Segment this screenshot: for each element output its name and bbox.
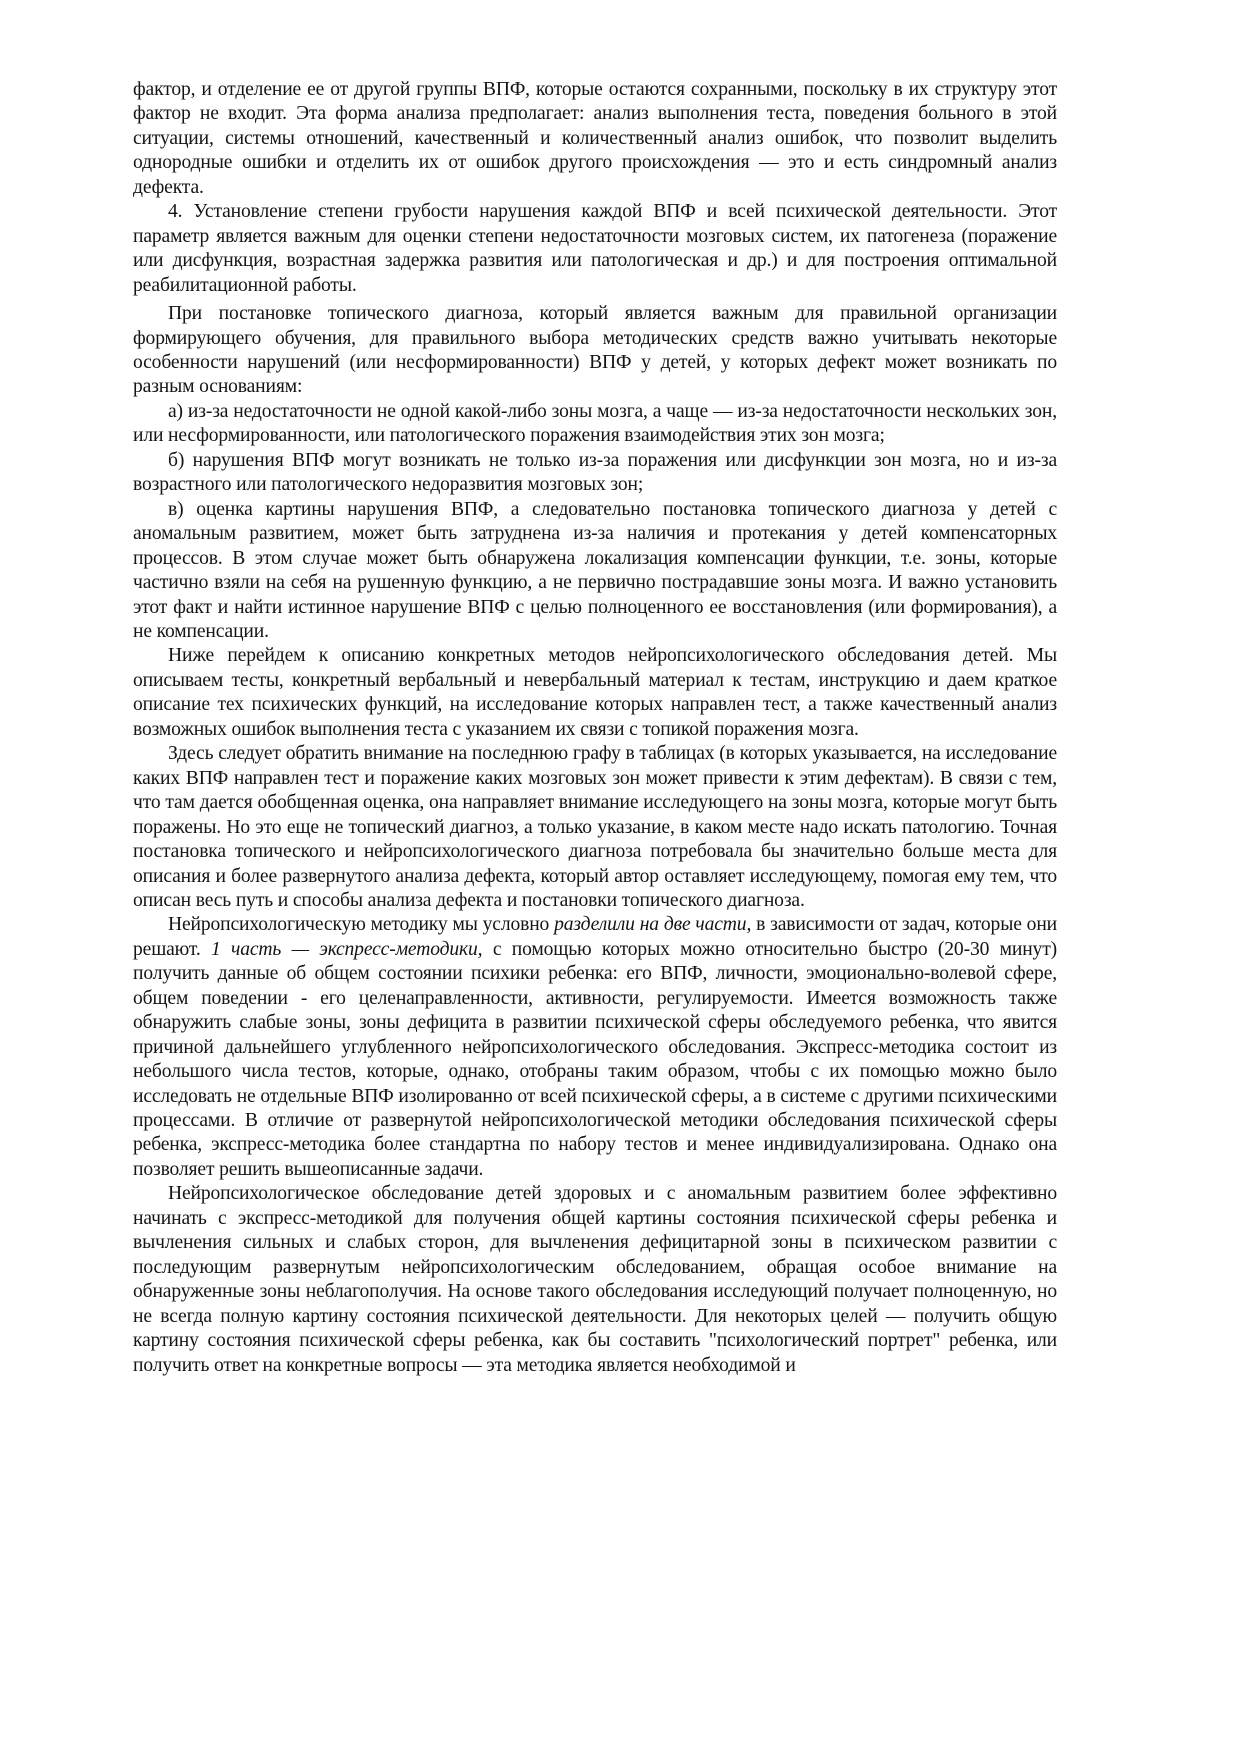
text-segment: Нейропсихологическую методику мы условно [168,914,555,936]
paragraph-topical-diagnosis: При постановке топического диагноза, который является важным для правильной организации формирующего обучения, для правильного выбора методических средств важно учитывать некоторые особенности нарушений (или несформированности) ВПФ у детей, у которых дефект может возникать по разным основаниям: [133,303,1057,398]
list-item-v: в) оценка картины нарушения ВПФ, а следовательно постановка топического диагноза у детей с аномальным развитием, может быть затруднена из-за наличия и протекания у детей компенсаторных процессов. В этом случае может быть обнаружена локализация компенсации функции, т.е. зоны, которые частично взяли на себя на рушенную функцию, а не первично пострадавшие зоны мозга. И важно установить этот факт и найти истинное нарушение ВПФ с целью полноценного ее восстановления (или формирования), а не компенсации. [133,498,1057,642]
text-segment: в зависимости от задач, которые они решают. [133,914,1057,960]
paragraph-syndrome-analysis: фактор, и отделение ее от другой группы ВПФ, которые остаются сохранными, поскольку в их структуру этот фактор не входит. Эта форма анализа предполагает: анализ выполнения теста, поведения больного в этой ситуации, системы отношений, качественный и количественный анализ ошибок, что позволит выделить однородные ошибки и отделить их от ошибок другого происхождения — это и есть синдромный анализ дефекта. [133,79,1057,198]
paragraph-express-method-start: Нейропсихологическое обследование детей здоровых и с аномальным развитием более эффективно начинать с экспресс-методикой для получения общей картины состояния психической сферы ребенка и вычленения сильных и слабых сторон, для вычленения дефицитарной зоны в психическом развитии с последующим развернутым нейропсихологическим обследованием, обращая особое внимание на обнаруженные зоны неблагополучия. На основе такого обследования исследующий получает полноценную, но не всегда полную картину состояния психической деятельности. Для некоторых целей — получить общую картину состояния психической сферы ребенка, как бы составить "психологический портрет" ребенка, или получить ответ на конкретные вопросы — эта методика является необходимой и [133,1183,1057,1376]
list-item-a: а) из-за недостаточности не одной какой-либо зоны мозга, а чаще — из-за недостаточности нескольких зон, или несформированности, или патологического поражения взаимодействия этих зон мозга; [133,400,1057,447]
document-page [133,78,1057,1378]
paragraph-tables-note: Здесь следует обратить внимание на последнюю графу в таблицах (в которых указывается, на исследование каких ВПФ направлен тест и поражение каких мозговых зон может привести к этим дефектам). В связи с тем, что там дается обобщенная оценка, она направляет внимание исследующего на зоны мозга, которые могут быть поражены. Но это еще не топический диагноз, а только указание, в каком месте надо искать патологию. Точная постановка топического и нейропсихологического диагноза потребовала бы значительно больше места для описания и более развернутого анализа дефекта, который автор оставляет исследующему, помогая ему тем, что описан весь путь и способы анализа дефекта и постановки топического диагноза. [133,743,1057,911]
text-segment: с помощью которых можно относительно быстро (20-30 минут) получить данные об общем состоянии психики ребенка: его ВПФ, личности, эмоционально-волевой сфере, общем поведении - его целенаправленности, активности, регулируемости. Имеется возможность также обнаружить слабые зоны, зоны дефицита в развитии психической сферы обследуемого ребенка, что явится причиной дальнейшего углубленного нейропсихологического обследования. Экспресс-методика состоит из небольшого числа тестов, которые, однако, отобраны таким образом, чтобы с их помощью можно было исследовать не отдельные ВПФ изолированно от всей психической сферы, а в системе с другими психическими процессами. В отличие от развернутой нейропсихологической методики обследования психической сферы ребенка, экспресс-методика более стандартна по набору тестов и менее индивидуализирована. Однако она позволяет решить вышеописанные задачи. [133,938,1057,1180]
italic-segment: 1 часть — экспресс-методики, [210,938,483,960]
paragraph-item-4: 4. Установление степени грубости нарушения каждой ВПФ и всей психической деятельности. Этот параметр является важным для оценки степени недостаточности мозговых систем, их патогенеза (поражение или дисфункция, возрастная задержка развития или патологическая и др.) и для построения оптимальной реабилитационной работы. [133,201,1057,296]
paragraph-methods-description: Ниже перейдем к описанию конкретных методов нейропсихологического обследования детей. Мы описываем тесты, конкретный вербальный и невербальный материал к тестам, инструкцию и даем краткое описание тех психических функций, на исследование которых направлен тест, а также качественный анализ возможных ошибок выполнения теста с указанием их связи с топикой поражения мозга. [133,645,1057,740]
italic-segment: разделили на две части, [554,914,752,936]
paragraph-two-parts [133,913,1057,1182]
list-item-b: б) нарушения ВПФ могут возникать не только из-за поражения или дисфункции зон мозга, но и из-за возрастного или патологического недоразвития мозговых зон; [133,449,1057,496]
